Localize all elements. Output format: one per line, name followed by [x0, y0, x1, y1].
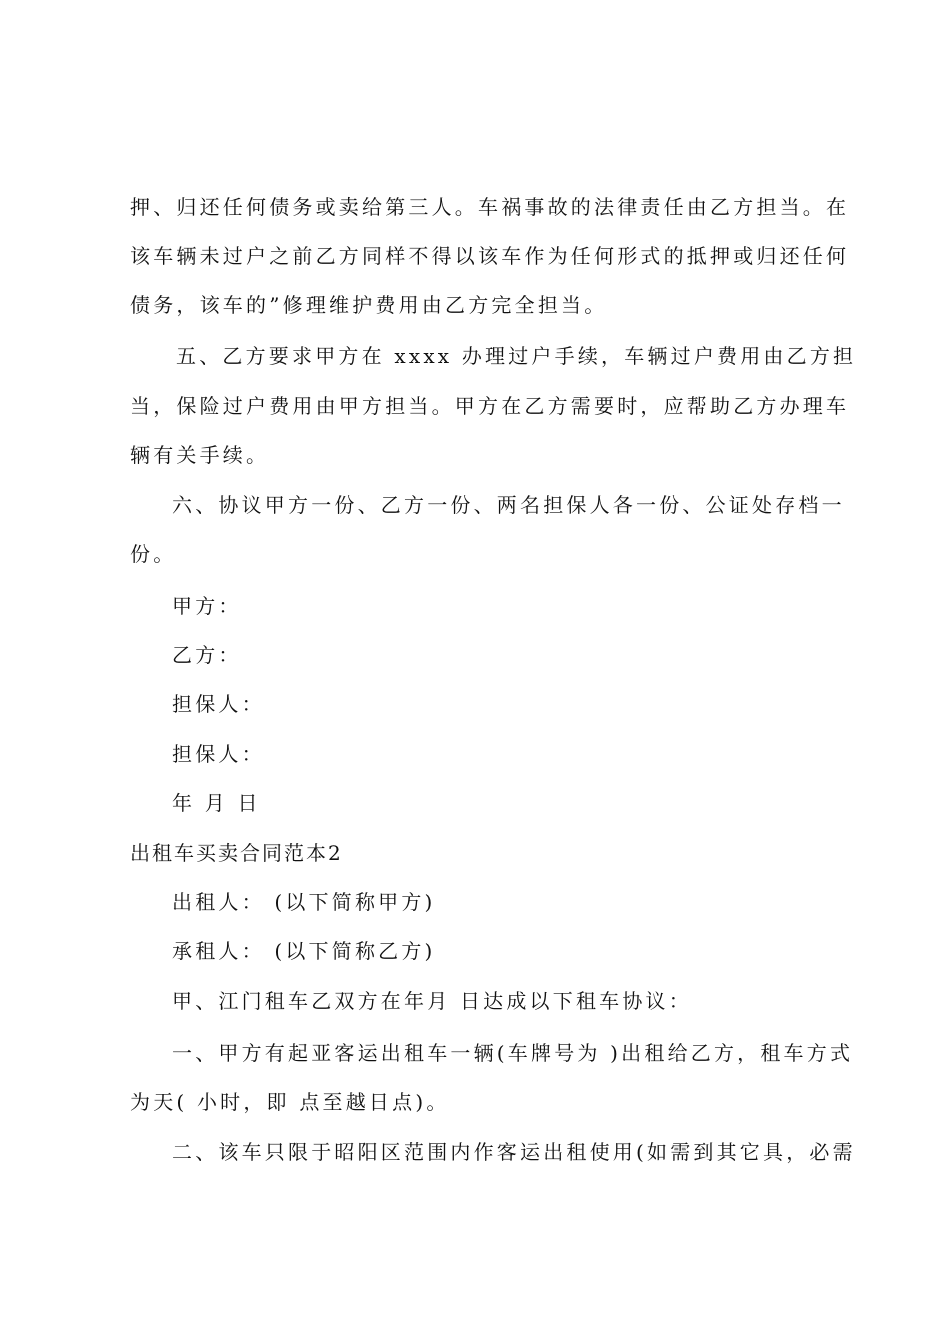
text-line: 为天( 小时，即 点至越日点)。 [130, 1090, 450, 1114]
text-line: 当，保险过户费用由甲方担当。甲方在乙方需要时，应帮助乙方办理车 [130, 394, 850, 418]
text-line: 出租人： (以下简称甲方) [172, 890, 436, 914]
text-line: 五、乙方要求甲方在 xxxx 办理过户手续，车辆过户费用由乙方担 [176, 344, 857, 368]
text-line: 二、该车只限于昭阳区范围内作客运出租使用(如需到其它具，必需 [172, 1140, 856, 1164]
text-line: 承租人： (以下简称乙方) [172, 939, 436, 963]
signature-line-party-a: 甲方： [172, 594, 242, 618]
text-line: 一、甲方有起亚客运出租车一辆(车牌号为 )出租给乙方，租车方式 [172, 1041, 854, 1065]
text-line: 该车辆未过户之前乙方同样不得以该车作为任何形式的抵押或归还任何 [130, 244, 850, 268]
signature-line-party-b: 乙方： [172, 643, 242, 667]
text-line: 六、协议甲方一份、乙方一份、两名担保人各一份、公证处存档一 [172, 493, 845, 517]
text-line: 债务，该车的”修理维护费用由乙方完全担当。 [130, 293, 608, 317]
section-title: 出租车买卖合同范本2 [130, 841, 343, 865]
text-line: 甲、江门租车乙双方在年月 日达成以下租车协议： [172, 989, 692, 1013]
date-line: 年 月 日 [172, 791, 261, 815]
text-line: 辆有关手续。 [130, 443, 270, 467]
text-line: 份。 [130, 542, 177, 566]
signature-line-guarantor: 担保人： [172, 692, 265, 716]
text-line: 押、归还任何债务或卖给第三人。车祸事故的法律责任由乙方担当。在 [130, 195, 850, 219]
signature-line-guarantor: 担保人： [172, 742, 265, 766]
